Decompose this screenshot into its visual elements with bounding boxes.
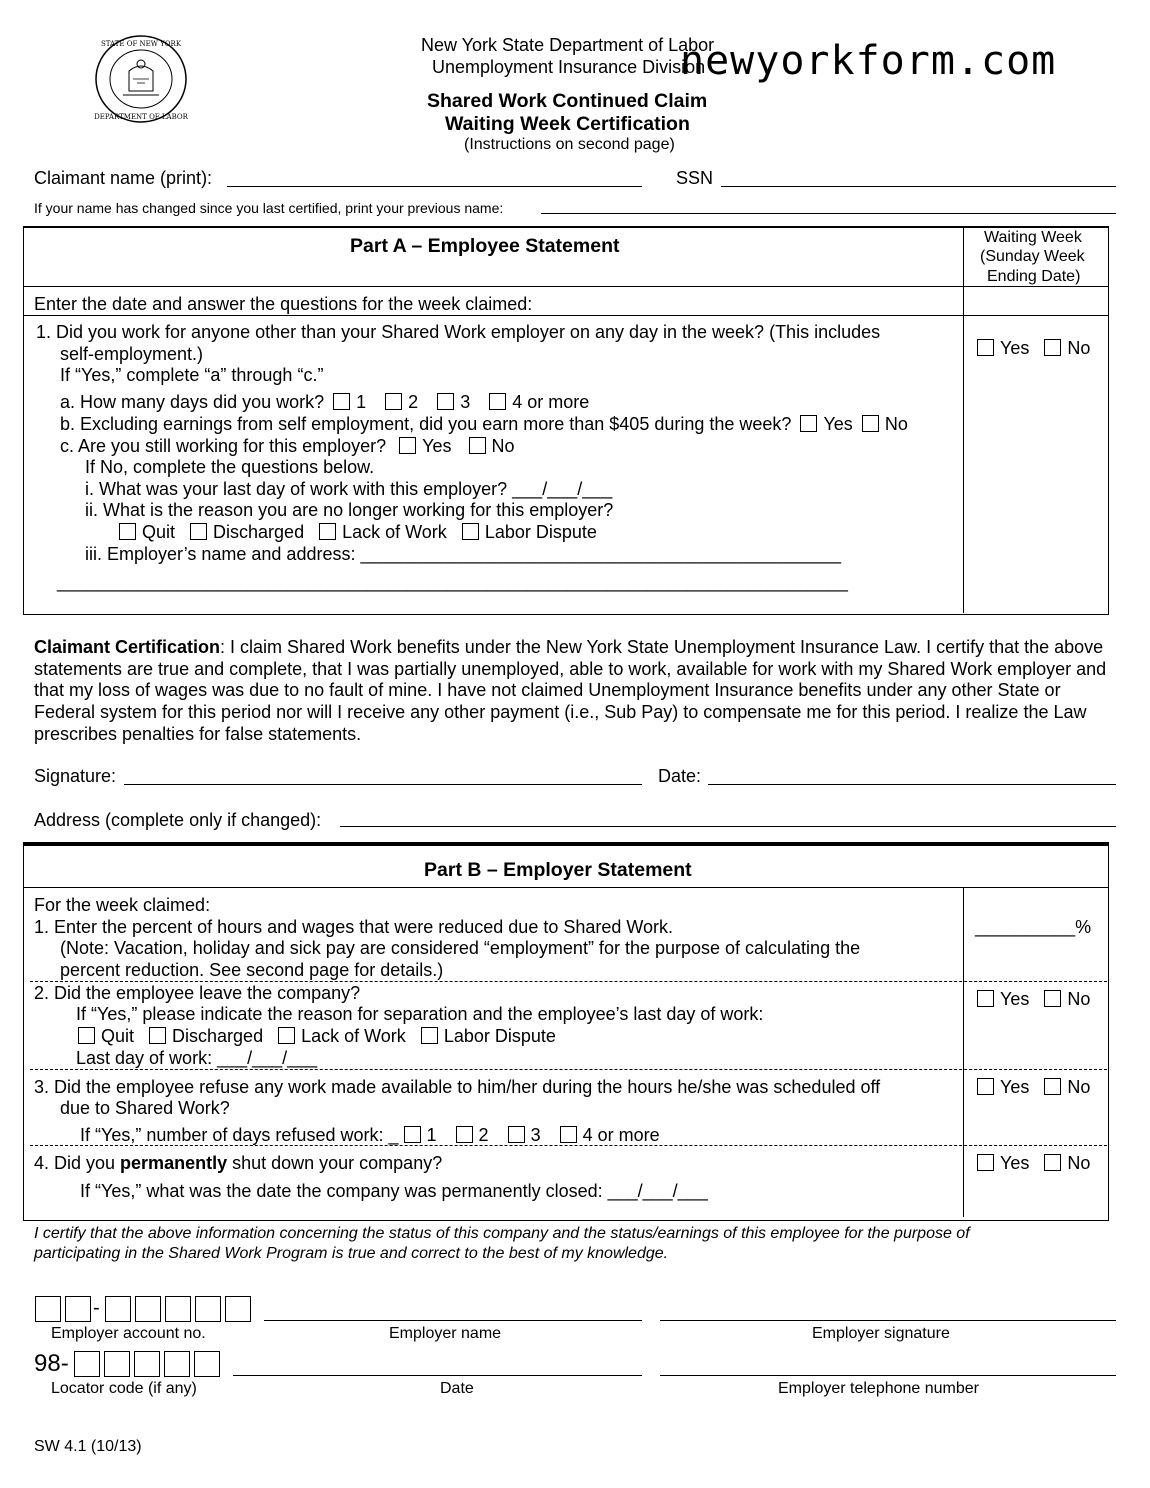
b-quit-checkbox[interactable]	[78, 1027, 95, 1044]
part-b-q1-line2: (Note: Vacation, holiday and sick pay are considered “employment” for the purpose of calculating the	[60, 938, 861, 958]
days-2-checkbox[interactable]	[385, 393, 402, 410]
waiting-week-header-3: Ending Date)	[987, 268, 1081, 285]
b-q2-yes-checkbox[interactable]	[977, 990, 994, 1007]
b-q2-no-checkbox[interactable]	[1044, 990, 1061, 1007]
claimant-certification: Claimant Certification: I claim Shared Work benefits under the New York State Unemployment Insurance Law. I certify that the above statements are true and complete, that I was partially unemployed, able to work, available for work with my Shared Work employer and that my loss of wages was due to no fault of mine. I have not claimed Unemployment Insurance benefits under any other State or Federal system for this period nor will I receive any other payment (i.e., Sub Pay) to compensate me for this period. I realize the Law prescribes penalties for false statements.	[34, 637, 1107, 744]
employer-signature-field[interactable]	[660, 1320, 1116, 1321]
percent-reduction-field[interactable]: __________%	[975, 917, 1092, 937]
b-labor-dispute-checkbox[interactable]	[421, 1027, 438, 1044]
part-a-qb: b. Excluding earnings from self employment, did you earn more than $405 during the week? Yes No	[60, 414, 908, 434]
days-4-or-more-checkbox[interactable]	[489, 393, 506, 410]
locator-label: Locator code (if any)	[51, 1380, 197, 1397]
locator-digit-5[interactable]	[194, 1351, 220, 1377]
account-digit-1[interactable]	[35, 1296, 61, 1322]
part-a-qiii: iii. Employer’s name and address: ________________________________________________	[85, 544, 841, 564]
date-label: Date:	[658, 766, 702, 786]
locator-digit-1[interactable]	[74, 1351, 100, 1377]
b-discharged-checkbox[interactable]	[149, 1027, 166, 1044]
claimant-name-field[interactable]	[227, 186, 642, 187]
qb-no-checkbox[interactable]	[862, 415, 879, 432]
signature-label: Signature:	[34, 766, 117, 786]
part-a-qii: ii. What is the reason you are no longer working for this employer?	[85, 500, 614, 520]
part-a-intro: Enter the date and answer the questions for the week claimed:	[34, 294, 533, 314]
part-b-q1-line3: percent reduction. See second page for details.)	[60, 960, 444, 980]
locator-digit-4[interactable]	[164, 1351, 190, 1377]
account-dash: -	[93, 1297, 100, 1319]
q1-no-checkbox[interactable]	[1044, 339, 1061, 356]
claimant-name-label: Claimant name (print):	[34, 168, 213, 188]
quit-checkbox[interactable]	[119, 523, 136, 540]
previous-name-label: If your name has changed since you last certified, print your previous name:	[34, 200, 504, 216]
b-q4-no-checkbox[interactable]	[1044, 1154, 1061, 1171]
part-b-q2-lastday: Last day of work: ___/___/___	[76, 1048, 318, 1068]
refused-3-checkbox[interactable]	[508, 1126, 525, 1143]
part-b-q4-line2: If “Yes,” what was the date the company was permanently closed: ___/___/___	[80, 1181, 708, 1201]
part-a-reasons: Quit Discharged Lack of Work Labor Dispute	[119, 522, 597, 543]
employer-signature-label: Employer signature	[812, 1325, 950, 1342]
part-b-q2-line1: 2. Did the employee leave the company?	[34, 983, 361, 1003]
part-b-title: Part B – Employer Statement	[424, 859, 692, 881]
ssn-field[interactable]	[721, 186, 1116, 187]
account-digit-5[interactable]	[165, 1296, 191, 1322]
locator-digit-3[interactable]	[134, 1351, 160, 1377]
employer-certification: I certify that the above information concerning the status of this company and the status/earnings of this employee for the purpose of participating in the Shared Work Program is true and correct to the best of my knowledge.	[34, 1225, 970, 1262]
employer-date-label: Date	[440, 1380, 474, 1397]
form-title-line-2: Waiting Week Certification	[445, 113, 690, 135]
date-field[interactable]	[708, 784, 1116, 785]
b-q3-no-checkbox[interactable]	[1044, 1078, 1061, 1095]
form-id: SW 4.1 (10/13)	[34, 1438, 142, 1455]
form-title-line-1: Shared Work Continued Claim	[427, 90, 708, 112]
account-digit-6[interactable]	[195, 1296, 221, 1322]
employer-date-field[interactable]	[233, 1375, 642, 1376]
part-a-qc: c. Are you still working for this employer? Yes No	[60, 436, 515, 456]
nys-seal-logo	[93, 33, 189, 125]
svg-text:DEPARTMENT OF LABOR: DEPARTMENT OF LABOR	[94, 113, 188, 121]
days-3-checkbox[interactable]	[437, 393, 454, 410]
refused-1-checkbox[interactable]	[404, 1126, 421, 1143]
part-b-q4-yes-no: Yes No	[977, 1153, 1090, 1174]
employer-name-field[interactable]	[264, 1320, 642, 1321]
labor-dispute-checkbox[interactable]	[462, 523, 479, 540]
account-digit-3[interactable]	[105, 1296, 131, 1322]
signature-field[interactable]	[124, 784, 642, 785]
part-a-qc-note: If No, complete the questions below.	[85, 457, 375, 477]
part-a-q1-yes-no: Yes No	[977, 338, 1090, 359]
part-b-q1-line1: 1. Enter the percent of hours and wages that were reduced due to Shared Work.	[34, 917, 674, 937]
locator-prefix: 98-	[34, 1350, 69, 1377]
part-b-q2-reasons: Quit Discharged Lack of Work Labor Dispute	[78, 1026, 556, 1047]
svg-text:STATE OF NEW YORK: STATE OF NEW YORK	[100, 40, 182, 48]
ssn-label: SSN	[676, 168, 714, 188]
address-field[interactable]	[340, 826, 1116, 827]
b-q3-yes-checkbox[interactable]	[977, 1078, 994, 1095]
part-a-qiii-cont: _______________________________________________________________________________	[57, 572, 848, 592]
lack-of-work-checkbox[interactable]	[319, 523, 336, 540]
part-b-intro: For the week claimed:	[34, 895, 211, 915]
account-digit-7[interactable]	[225, 1296, 251, 1322]
locator-digit-2[interactable]	[104, 1351, 130, 1377]
waiting-week-header-1: Waiting Week	[984, 229, 1082, 246]
part-b-q4-line1: 4. Did you permanently shut down your company?	[34, 1153, 443, 1173]
previous-name-field[interactable]	[541, 213, 1116, 214]
address-label: Address (complete only if changed):	[34, 810, 322, 830]
part-b-q2-line2: If “Yes,” please indicate the reason for separation and the employee’s last day of work:	[76, 1004, 764, 1024]
account-digit-2[interactable]	[65, 1296, 91, 1322]
employer-name-label: Employer name	[389, 1325, 502, 1342]
part-b-q3-days: If “Yes,” number of days refused work: _ 1 2 3 4 or more	[80, 1125, 660, 1145]
b-lack-of-work-checkbox[interactable]	[278, 1027, 295, 1044]
part-a-title: Part A – Employee Statement	[350, 235, 620, 257]
part-a-q1-line1: 1. Did you work for anyone other than your Shared Work employer on any day in the week? (This includes	[36, 322, 881, 342]
qb-yes-checkbox[interactable]	[800, 415, 817, 432]
part-b-q3-line1: 3. Did the employee refuse any work made available to him/her during the hours he/she was scheduled off	[34, 1077, 881, 1097]
watermark: newyorkform.com	[680, 38, 1057, 84]
qc-no-checkbox[interactable]	[469, 437, 486, 454]
employer-phone-field[interactable]	[660, 1375, 1116, 1376]
qc-yes-checkbox[interactable]	[399, 437, 416, 454]
refused-4-or-more-checkbox[interactable]	[560, 1126, 577, 1143]
part-a-qi: i. What was your last day of work with this employer? ___/___/___	[85, 479, 613, 499]
waiting-week-header-2: (Sunday Week	[980, 248, 1085, 265]
b-q4-yes-checkbox[interactable]	[977, 1154, 994, 1171]
part-b-q2-yes-no: Yes No	[977, 989, 1090, 1010]
days-1-checkbox[interactable]	[333, 393, 350, 410]
agency-line-1: New York State Department of Labor	[421, 35, 715, 55]
part-a-q1-line3: If “Yes,” complete “a” through “c.”	[60, 365, 324, 385]
part-b-q3-line2: due to Shared Work?	[60, 1098, 230, 1118]
part-a-q1-line2: self-employment.)	[60, 344, 204, 364]
agency-line-2: Unemployment Insurance Division	[432, 57, 706, 77]
discharged-checkbox[interactable]	[190, 523, 207, 540]
employer-phone-label: Employer telephone number	[778, 1380, 980, 1397]
refused-2-checkbox[interactable]	[456, 1126, 473, 1143]
part-b-q3-yes-no: Yes No	[977, 1077, 1090, 1098]
account-label: Employer account no.	[51, 1325, 206, 1342]
q1-yes-checkbox[interactable]	[977, 339, 994, 356]
form-subtitle: (Instructions on second page)	[464, 136, 675, 153]
account-digit-4[interactable]	[135, 1296, 161, 1322]
part-a-qa: a. How many days did you work? 1 2 3 4 or more	[60, 392, 590, 412]
